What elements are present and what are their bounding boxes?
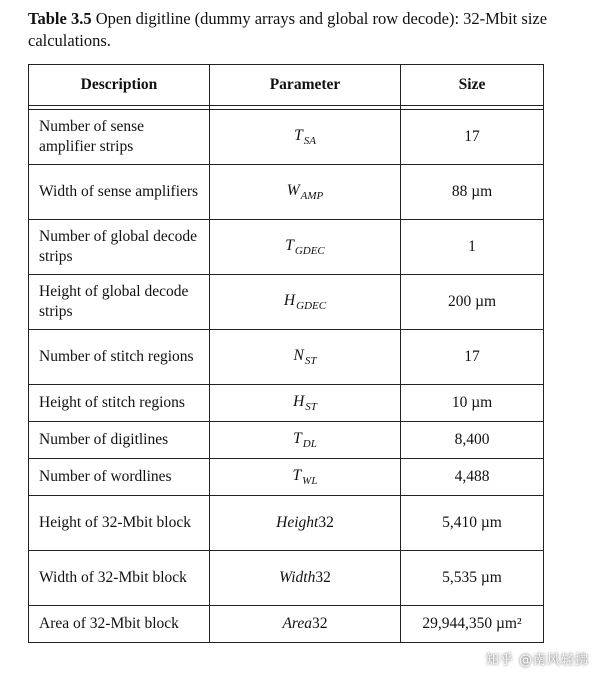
parameter-suffix: 32 [318, 514, 334, 531]
table-row [29, 385, 544, 422]
parameter-subscript: GDEC [294, 245, 325, 257]
parameter-symbol: N [293, 347, 304, 364]
cell-parameter [210, 422, 401, 459]
cell-size: 200 µm [401, 275, 544, 330]
table-row [29, 165, 544, 220]
cell-description: Number of sense amplifier strips [29, 110, 210, 165]
parameter-symbol: W [286, 182, 300, 199]
parameter-subscript: GDEC [296, 300, 327, 312]
parameter-suffix: 32 [315, 569, 331, 586]
cell-description: Number of stitch regions [29, 330, 210, 385]
parameter-symbol: Width [279, 569, 316, 586]
cell-parameter [210, 330, 401, 385]
cell-parameter [210, 220, 401, 275]
parameter-symbol: T [285, 237, 294, 254]
cell-description: Number of digitlines [29, 422, 210, 459]
cell-size: 4,488 [401, 459, 544, 496]
table-row [29, 459, 544, 496]
table-body [29, 110, 544, 643]
parameter-symbol: T [293, 430, 302, 447]
header-parameter: Parameter [210, 65, 401, 106]
table-header-row [29, 65, 544, 106]
header-description: Description [29, 65, 210, 106]
parameter-suffix: 32 [312, 615, 328, 632]
cell-description: Area of 32-Mbit block [29, 606, 210, 643]
cell-size: 88 µm [401, 165, 544, 220]
parameter-symbol: T [292, 467, 302, 484]
table-row [29, 110, 544, 165]
table-row [29, 606, 544, 643]
cell-description: Width of 32-Mbit block [29, 551, 210, 606]
cell-size: 5,410 µm [401, 496, 544, 551]
cell-description: Number of wordlines [29, 459, 210, 496]
table-row [29, 220, 544, 275]
cell-size: 17 [401, 110, 544, 165]
cell-size: 8,400 [401, 422, 544, 459]
parameter-subscript: WL [302, 475, 318, 487]
cell-parameter [210, 385, 401, 422]
cell-size: 1 [401, 220, 544, 275]
table-row [29, 422, 544, 459]
cell-description: Height of stitch regions [29, 385, 210, 422]
table-row [29, 275, 544, 330]
parameter-symbol: H [293, 393, 305, 410]
cell-description: Width of sense amplifiers [29, 165, 210, 220]
cell-description: Number of global decode strips [29, 220, 210, 275]
table-caption-label: Table 3.5 [28, 9, 92, 28]
cell-parameter [210, 606, 401, 643]
watermark: 知乎 @南风轻拂 [485, 653, 589, 668]
parameter-subscript: ST [305, 401, 317, 413]
header-size: Size [401, 65, 544, 106]
parameter-symbol: Area [282, 615, 313, 632]
table-caption-text: Open digitline (dummy arrays and global row decode): 32-Mbit size calculations. [28, 9, 548, 50]
cell-parameter [210, 459, 401, 496]
cell-parameter [210, 551, 401, 606]
table-caption [28, 8, 573, 52]
table-row [29, 551, 544, 606]
parameter-table [28, 64, 544, 643]
cell-description: Height of 32-Mbit block [29, 496, 210, 551]
table-row [29, 330, 544, 385]
cell-size: 10 µm [401, 385, 544, 422]
cell-description: Height of global decode strips [29, 275, 210, 330]
cell-parameter [210, 496, 401, 551]
table-row [29, 496, 544, 551]
parameter-symbol: T [294, 127, 303, 144]
cell-parameter [210, 165, 401, 220]
parameter-subscript: ST [304, 355, 317, 367]
parameter-subscript: DL [302, 438, 317, 450]
parameter-subscript: SA [303, 135, 316, 147]
parameter-subscript: AMP [300, 190, 324, 202]
cell-size: 17 [401, 330, 544, 385]
cell-size: 29,944,350 µm² [401, 606, 544, 643]
cell-parameter [210, 275, 401, 330]
parameter-symbol: H [283, 292, 296, 309]
parameter-symbol: Height [276, 514, 319, 531]
cell-parameter [210, 110, 401, 165]
cell-size: 5,535 µm [401, 551, 544, 606]
